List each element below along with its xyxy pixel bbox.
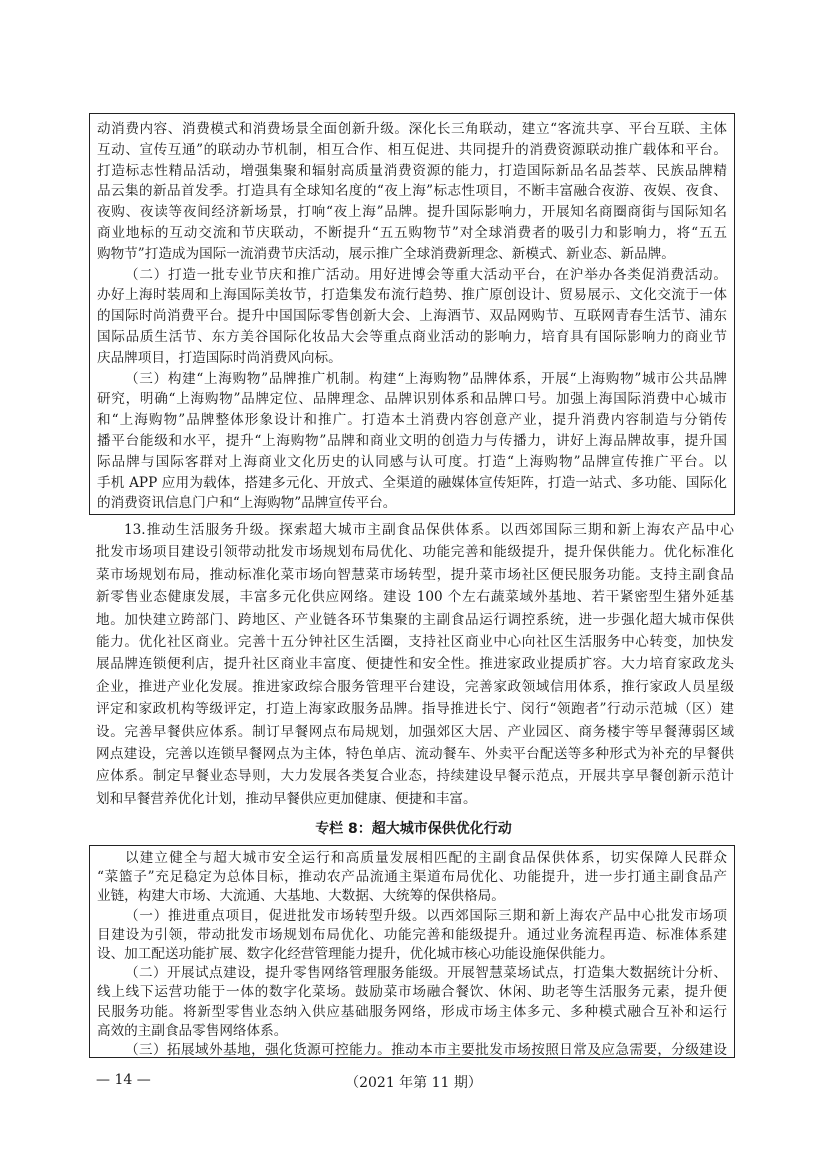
text-line: 购物节”打造成为国际一流消费节庆活动，展示推广全球消费新理念、新模式、新业态、新品牌。 — [97, 245, 675, 262]
text-line: 的消费资讯信息门户和“上海购物”品牌宣传平台。 — [97, 495, 397, 512]
text-line: 新零售业态健康发展，丰富多元化供应网络。建设 100 个左右蔬菜域外基地、若干紧密型生猪外延基 — [96, 589, 734, 606]
text-line: 能力。优化社区商业。完善十五分钟社区生活圈，支持社区商业中心向社区生活服务中心转变，加快发 — [96, 633, 734, 650]
issue-label: （2021 年第 11 期） — [345, 1075, 482, 1091]
text-line: 打造标志性精品活动，增强集聚和辐射高质量消费资源的能力，打造国际新品名品荟萃、民族品牌精 — [97, 162, 727, 179]
text-line: 际品牌与国际客群对上海商业文化历史的认同感与认可度。打造“上海购物”品牌宣传推广平台。以 — [97, 453, 727, 470]
text-line: 夜购、夜读等夜间经济新场景，打响“夜上海”品牌。提升国际影响力，开展知名商圈商街与国际知名 — [97, 204, 727, 221]
text-line: 线上线下运营功能于一体的数字化菜场。鼓励菜市场融合餐饮、休闲、助老等生活服务元素，提升便 — [97, 984, 727, 1001]
section-13-life-services — [96, 519, 734, 810]
text-line: 播平台能级和水平，提升“上海购物”品牌和商业文明的创造力与传播力，讲好上海品牌故事，提升国 — [97, 432, 727, 449]
text-line: （二）打造一批专业节庆和推广活动。用好进博会等重大活动平台，在沪举办各类促消费活动。 — [125, 266, 727, 283]
text-line: 13.推动生活服务升级。探索超大城市主副食品保供体系。以西郊国际三期和新上海农产品中心 — [124, 522, 734, 538]
text-line: （三）拓展域外基地，强化货源可控能力。推动本市主要批发市场按照日常及应急需要，分级建设 — [125, 1041, 727, 1058]
page-number: — 14 — — [96, 1072, 151, 1088]
text-line: 互动、宣传互通”的联动办节机制，相互合作、相互促进、共同提升的消费资源联动推广载体和平台。 — [97, 141, 727, 158]
text-line: 办好上海时装周和上海国际美妆节，打造集发布流行趋势、推广原创设计、贸易展示、文化交流于一体 — [97, 287, 727, 304]
text-line: 设。完善早餐供应体系。制订早餐网点布局规划，加强郊区大居、产业园区、商务楼宇等早餐薄弱区域 — [96, 723, 734, 740]
text-line: 应体系。制定早餐业态导则，大力发展各类复合业态，持续建设早餐示范点，开展共享早餐创新示范计 — [96, 768, 734, 785]
text-line: 和“上海购物”品牌整体形象设计和推广。打造本土消费内容创意产业，提升消费内容制造与分销传 — [97, 412, 727, 429]
text-line: 手机 APP 应用为载体，搭建多元化、开放式、全渠道的融媒体宣传矩阵，打造一站式、多功能、国际化 — [97, 474, 727, 491]
text-line: 研究，明确“上海购物”品牌定位、品牌理念、品牌识别体系和品牌口号。加强上海国际消费中心城市 — [97, 391, 727, 408]
text-line: （三）构建“上海购物”品牌推广机制。构建“上海购物”品牌体系，开展“上海购物”城市公共品牌 — [125, 370, 727, 387]
column-8-title: 专栏 8：超大城市保供优化行动 — [315, 821, 512, 837]
text-line: 批发市场项目建设引领带动批发市场规划布局优化、功能完善和能级提升，提升保供能力。优化标准化 — [96, 544, 734, 561]
text-line: （二）开展试点建设，提升零售网络管理服务能级。开展智慧菜场试点，打造集大数据统计分析、 — [125, 965, 727, 982]
text-line: 评定和家政机构等级评定，打造上海家政服务品牌。指导推进长宁、闵行“领跑者”行动示范城（区）建 — [96, 701, 734, 718]
text-line: 企业，推进产业化发展。推进家政综合服务管理平台建设，完善家政领域信用体系，推行家政人员星级 — [96, 678, 734, 695]
text-line: “菜篮子”充足稳定为总体目标，推动农产品流通主渠道布局优化、功能提升，进一步打通主副食品产 — [97, 869, 727, 886]
text-line: 网点建设，完善以连锁早餐网点为主体，特色单店、流动餐车、外卖平台配送等多种形式为补充的早餐供 — [96, 745, 734, 762]
column-8-box — [89, 845, 735, 1058]
text-line: 以建立健全与超大城市安全运行和高质量发展相匹配的主副食品保供体系，切实保障人民群众 — [125, 850, 727, 866]
text-line: 民服务功能。将新型零售业态纳入供应基础服务网络，形成市场主体多元、多种模式融合互补和运行 — [97, 1003, 727, 1020]
text-line: 地。加快建立跨部门、跨地区、产业链各环节集聚的主副食品运行调控系统，进一步强化超大城市保供 — [96, 611, 734, 628]
text-line: 目建设为引领，带动批发市场规划布局优化、功能完善和能级提升。通过业务流程再造、标准体系建 — [97, 926, 727, 943]
text-line: 展品牌连锁便利店，提升社区商业丰富度、便捷性和安全性。推进家政业提质扩容。大力培育家政龙头 — [96, 656, 734, 673]
text-line: 国际品质生活节、东方美谷国际化妆品大会等重点商业活动的影响力，培育具有国际影响力的商业节 — [97, 328, 727, 345]
text-line: （一）推进重点项目，促进批发市场转型升级。以西郊国际三期和新上海农产品中心批发市场项 — [125, 907, 727, 924]
text-line: 菜市场规划布局，推动标准化菜市场向智慧菜市场转型，提升菜市场社区便民服务功能。支持主副食品 — [96, 566, 734, 583]
text-line: 品云集的新品首发季。打造具有全球知名度的“夜上海”标志性项目，不断丰富融合夜游、夜娱、夜食、 — [97, 183, 727, 200]
text-line: 高效的主副食品零售网络体系。 — [97, 1022, 288, 1039]
text-line: 业链，构建大市场、大流通、大基地、大数据、大统筹的保供格局。 — [97, 888, 505, 905]
text-line: 庆品牌项目，打造国际时尚消费风向标。 — [97, 349, 342, 366]
text-line: 设、加工配送功能扩展、数字化经营管理能力提升，优化城市核心功能设施保供能力。 — [97, 945, 614, 962]
text-line: 划和早餐营养优化计划，推动早餐供应更加健康、便捷和丰富。 — [96, 790, 477, 807]
text-line: 动消费内容、消费模式和消费场景全面创新升级。深化长三角联动，建立“客流共享、平台互联、主体 — [97, 121, 727, 137]
text-line: 商业地标的互动交流和节庆联动，不断提升“五五购物节”对全球消费者的吸引力和影响力，将“五五 — [97, 224, 727, 241]
text-box-consumption-brand — [89, 113, 735, 515]
text-line: 的国际时尚消费平台。提升中国国际零售创新大会、上海酒节、双品网购节、互联网青春生活节、浦东 — [97, 308, 727, 325]
